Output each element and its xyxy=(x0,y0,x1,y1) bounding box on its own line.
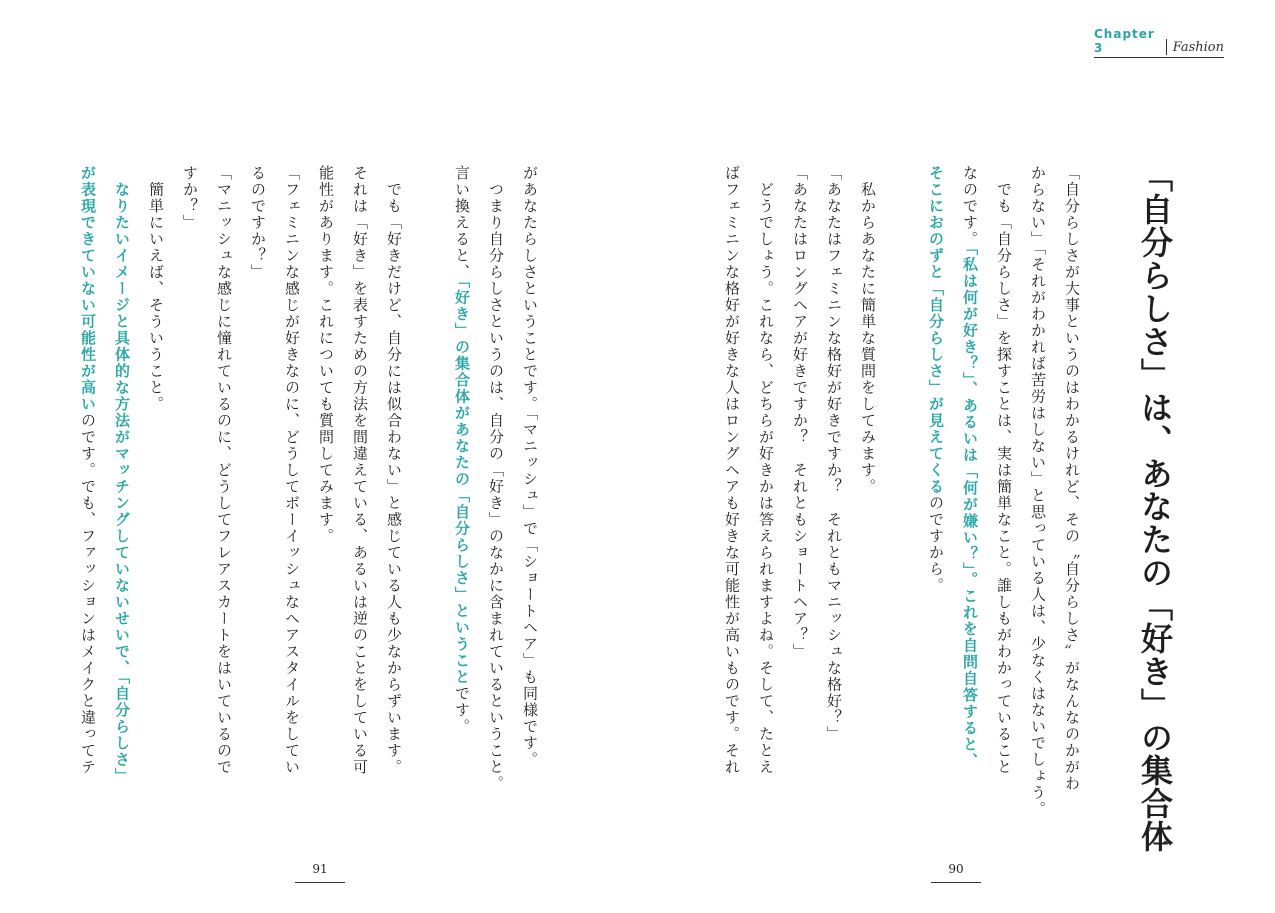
body-text: 「フェミニンな感じが好きなのに、どうしてボーイッシュなヘアスタイルをしてい xyxy=(283,165,301,776)
text-line xyxy=(241,165,275,792)
page-number-right: 90 xyxy=(931,862,981,883)
section-label: Fashion xyxy=(1172,40,1224,55)
body-text: るのですか？」 xyxy=(249,165,267,281)
body-text: 能性があります。これについても質問してみます。 xyxy=(317,165,335,545)
body-text: ばフェミニンな格好が好きな人はロングヘアも好きな可能性が高いものです。それ xyxy=(723,165,741,776)
text-line xyxy=(105,165,139,792)
header-divider xyxy=(1166,39,1167,55)
body-text: つまり自分らしさというのは、自分の「好き」のなかに含まれているということ。 xyxy=(487,165,505,792)
highlight-text: 「私は何が好き？」、あるいは「何が嫌い？」。これを自問自答すると、 xyxy=(961,247,979,770)
text-line xyxy=(445,165,479,792)
body-text: 「マニッシュな感じに憧れているのに、どうしてフレアスカートをはいているので xyxy=(215,165,233,776)
highlight-text: なりたいイメージと具体的な方法がマッチングしていないせいで、「自分らしさ」 xyxy=(113,165,131,785)
text-line xyxy=(987,165,1021,805)
highlight-text: そこにおのずと「自分らしさ」が見えてくる xyxy=(927,165,945,495)
text-line xyxy=(343,165,377,792)
text-line xyxy=(783,165,817,805)
body-text: 私からあなたに簡単な質問をしてみます。 xyxy=(859,165,877,495)
text-line xyxy=(309,165,343,792)
body-text: 簡単にいえば、そういうこと。 xyxy=(147,165,165,413)
body-text: 言い換えると、 xyxy=(453,165,471,281)
text-line xyxy=(411,165,445,792)
body-text: それは「好き」を表すための方法を間違えている、あるいは逆のことをしている可 xyxy=(351,165,369,776)
body-text: すか？」 xyxy=(181,165,199,231)
body-text: どうでしょう。これなら、どちらが好きかは答えられますよね。そして、たとえ xyxy=(757,165,775,776)
body-text: 「あなたはフェミニンな格好が好きですか？ それともマニッシュな格好？」 xyxy=(825,165,843,743)
text-line xyxy=(275,165,309,792)
highlight-text: が表現できていない可能性が高い xyxy=(79,165,97,413)
text-line xyxy=(1055,165,1089,805)
text-line xyxy=(513,165,547,792)
body-text: でも「自分らしさ」を探すことは、実は簡単なこと。誰しもがわかっていること xyxy=(995,165,1013,776)
body-text: のです。でも、ファッションはメイクと違ってテ xyxy=(79,412,97,776)
body-text: でも「好きだけど、自分には似合わない」と感じている人も少なからずいます。 xyxy=(385,165,403,776)
left-page-body xyxy=(71,165,547,792)
text-line xyxy=(851,165,885,805)
page-number-left: 91 xyxy=(295,862,345,883)
text-line xyxy=(173,165,207,792)
body-text: です。 xyxy=(453,685,471,735)
text-line xyxy=(885,165,919,805)
text-line xyxy=(953,165,987,805)
text-line xyxy=(479,165,513,792)
running-header xyxy=(1094,27,1224,58)
text-line xyxy=(207,165,241,792)
page-title: 「自分らしさ」は、あなたの「好き」の集合体 xyxy=(1136,160,1174,853)
text-line xyxy=(919,165,953,805)
text-line xyxy=(749,165,783,805)
body-text: からない」「それがわかれば苦労はしない」と思っている人は、少なくはないでしょう。 xyxy=(1029,165,1047,818)
body-text: なのです。 xyxy=(961,165,979,248)
text-line xyxy=(817,165,851,805)
text-line xyxy=(71,165,105,792)
body-text: のですから。 xyxy=(927,495,945,594)
body-text: があなたらしさということです。「マニッシュ」で「ショートヘア」も同様です。 xyxy=(521,165,539,768)
text-line xyxy=(1021,165,1055,818)
chapter-label: Chapter 3 xyxy=(1094,27,1155,55)
body-text: 「あなたはロングヘアが好きですか？ それともショートヘア？」 xyxy=(791,165,809,660)
text-line xyxy=(139,165,173,792)
body-text: 「自分らしさが大事というのはわかるけれど、その〝自分らしさ〟がなんなのかがわ xyxy=(1063,165,1081,792)
text-line xyxy=(377,165,411,792)
text-line xyxy=(715,165,749,805)
highlight-text: 「好き」の集合体があなたの「自分らしさ」ということ xyxy=(453,280,471,686)
right-page-body xyxy=(715,165,1089,818)
